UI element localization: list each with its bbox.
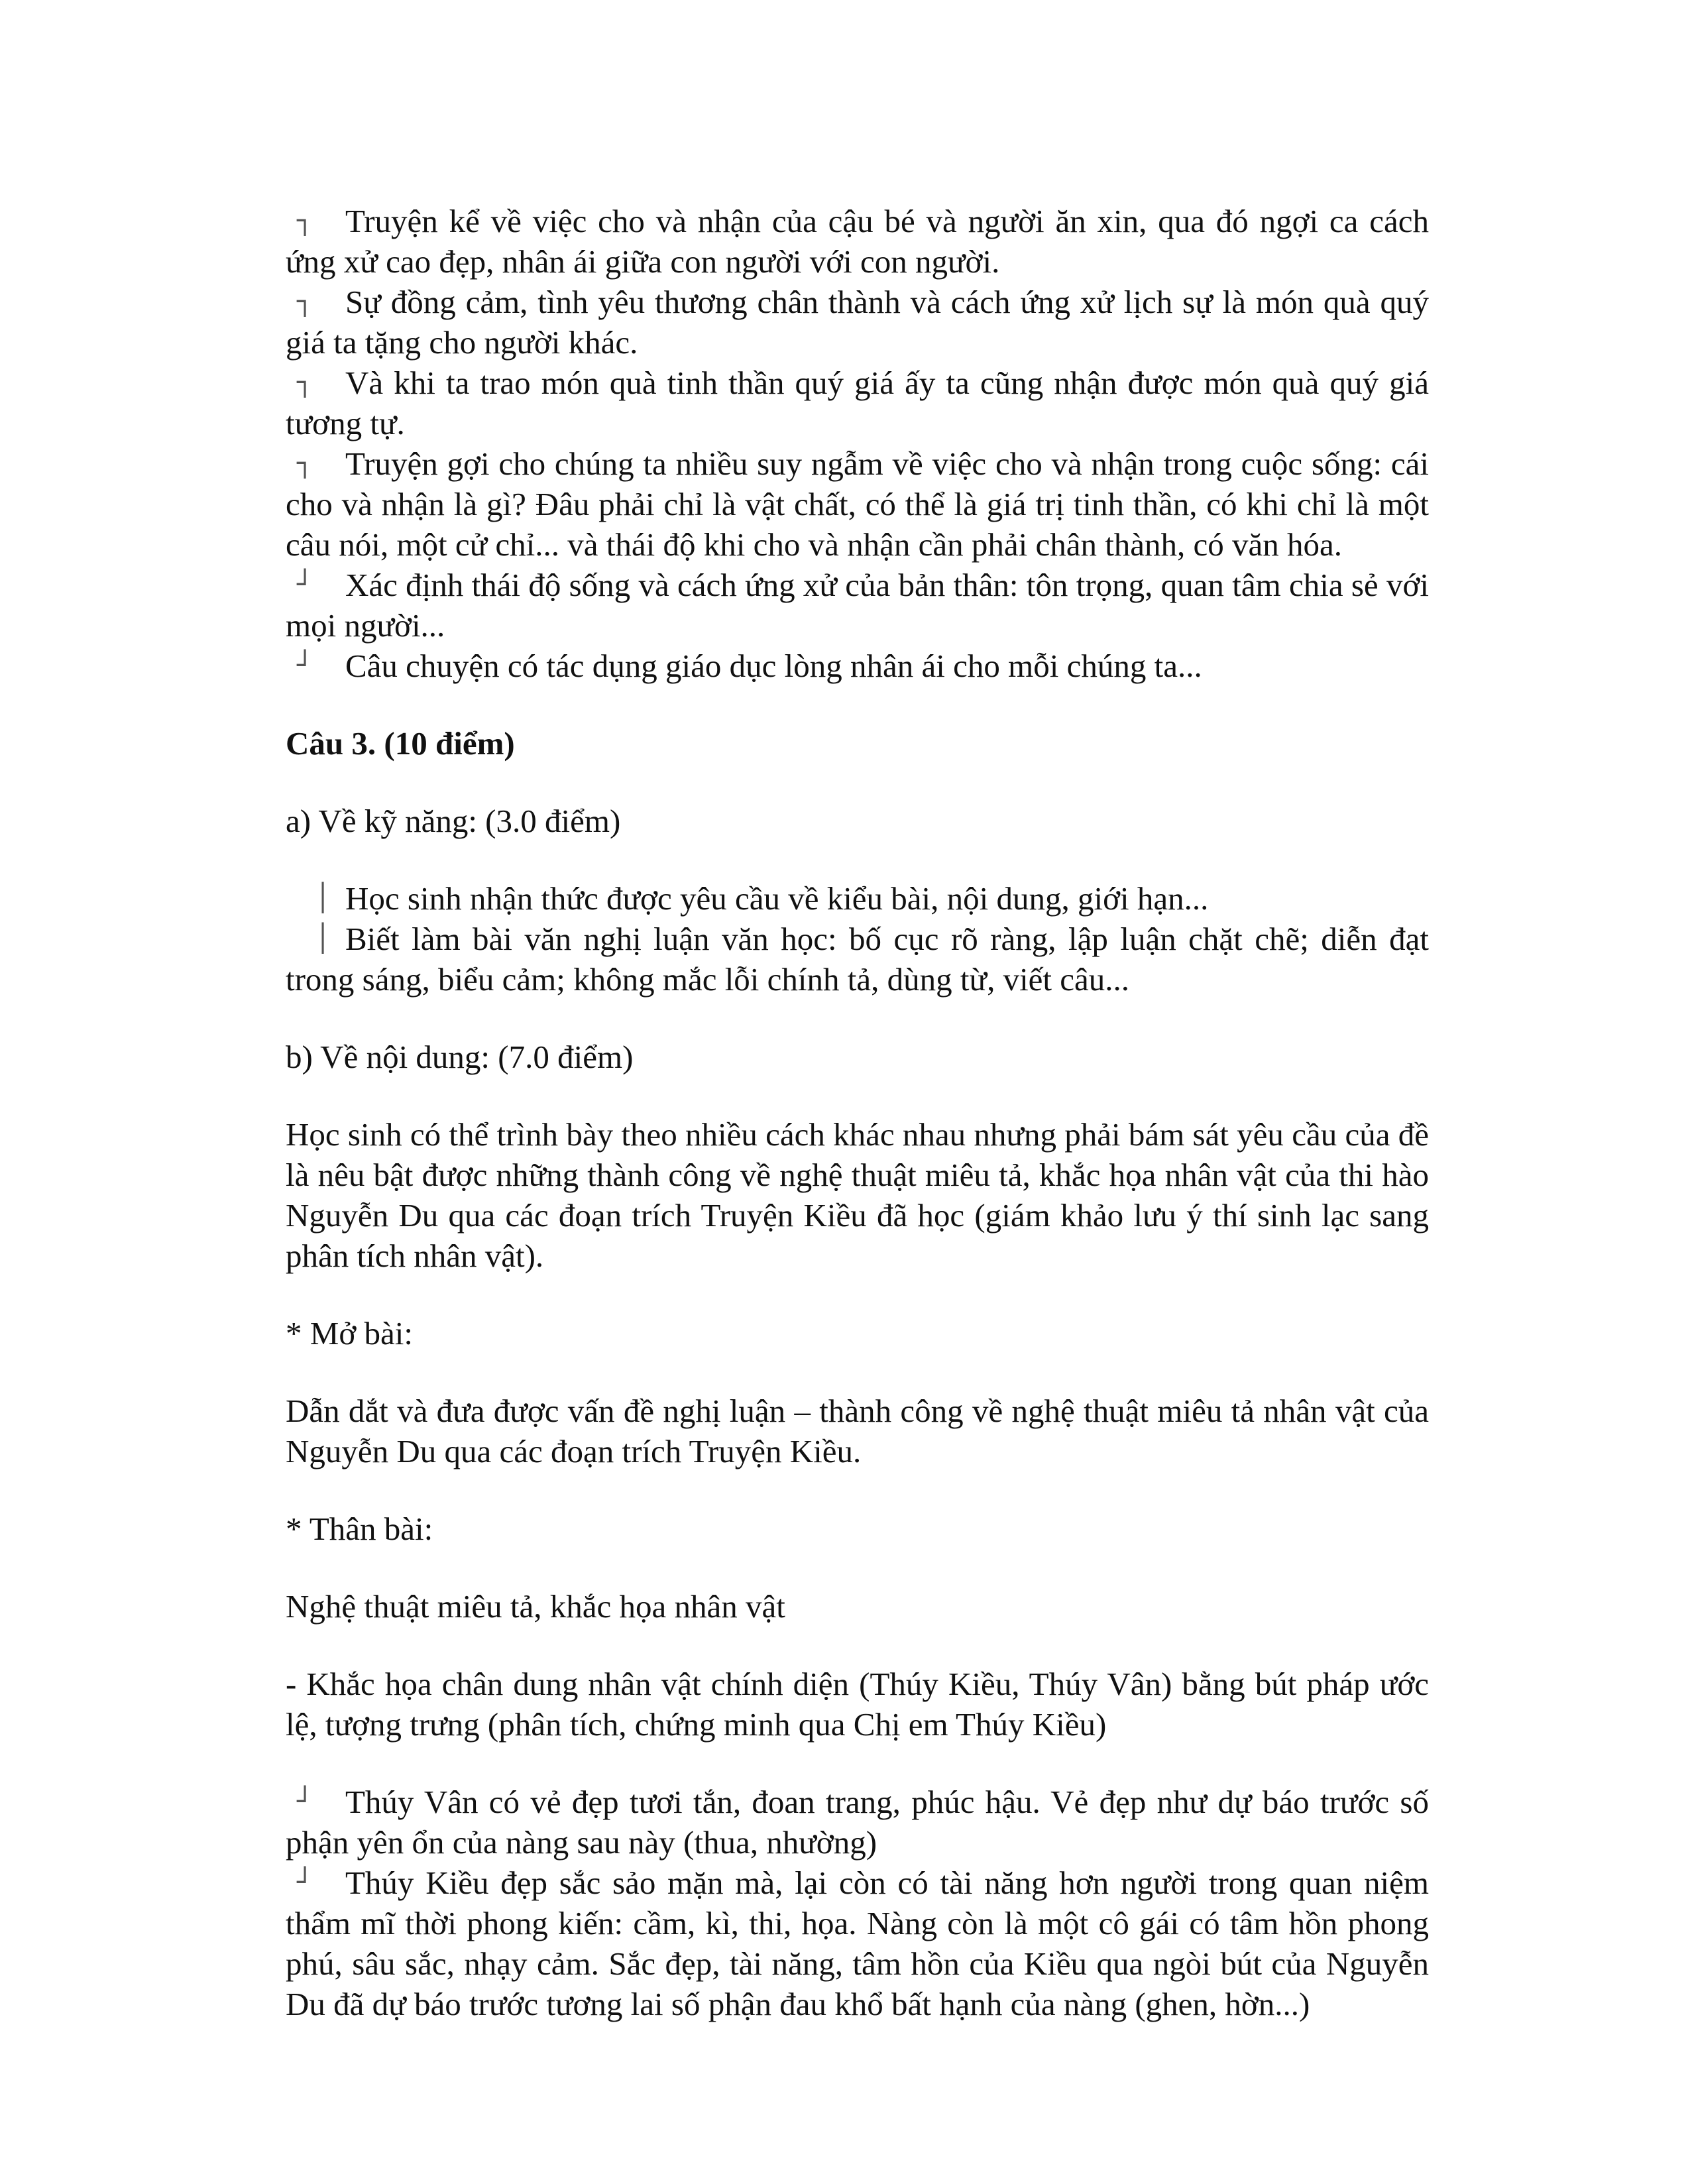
mo-bai-heading: * Mở bài: bbox=[286, 1315, 413, 1351]
bullet-paragraph bbox=[286, 646, 1429, 686]
skills-heading: a) Về kỹ năng: (3.0 điểm) bbox=[286, 803, 621, 839]
content-intro: Học sinh có thể trình bày theo nhiều cách khác nhau nhưng phải bám sát yêu cầu của đề là nêu bật được những thành công về nghệ thuật miêu tả, khắc họa nhân vật của thi hào Nguyễn Du qua các đoạn trích Truyện Kiều đã học (giám khảo lưu ý thí sinh lạc sang phân tích nhân vật). bbox=[286, 1116, 1429, 1274]
content-heading: b) Về nội dung: (7.0 điểm) bbox=[286, 1039, 634, 1075]
bullet-text: Thúy Vân có vẻ đẹp tươi tắn, đoan trang, phúc hậu. Vẻ đẹp như dự báo trước số phận yên ổn của nàng sau này (thua, nhường) bbox=[286, 1784, 1429, 1861]
bullet-text: Và khi ta trao món quà tinh thần quý giá ấy ta cũng nhận được món quà quý giá tương tự. bbox=[286, 365, 1429, 441]
bullet-icon: ┐ bbox=[297, 448, 313, 479]
bullet-paragraph bbox=[286, 878, 1429, 919]
bullet-icon: ┘ bbox=[297, 1867, 313, 1898]
bullet-icon: ┘ bbox=[297, 1786, 313, 1817]
bullet-text: Thúy Kiều đẹp sắc sảo mặn mà, lại còn có tài năng hơn người trong quan niệm thẩm mĩ thời phong kiến: cầm, kì, thi, họa. Nàng còn là một cô gái có tâm hồn phong phú, sâu sắc, nhạy cảm. Sắc đẹp, tài năng, tâm hồn của Kiều qua ngòi bút của Nguyễn Du đã dự báo trước tương lai số phận đau khổ bất hạnh của nàng (ghen, hờn...) bbox=[286, 1865, 1429, 2022]
bullet-text: Truyện kể về việc cho và nhận của cậu bé và người ăn xin, qua đó ngợi ca cách ứng xử cao đẹp, nhân ái giữa con người với con người. bbox=[286, 203, 1429, 280]
bullet-text: Biết làm bài văn nghị luận văn học: bố cục rõ ràng, lập luận chặt chẽ; diễn đạt trong sáng, biểu cảm; không mắc lỗi chính tả, dùng từ, viết câu... bbox=[286, 921, 1429, 998]
bullet-paragraph bbox=[286, 1782, 1429, 1863]
bullet-text: Học sinh nhận thức được yêu cầu về kiểu bài, nội dung, giới hạn... bbox=[345, 880, 1209, 917]
bullet-text: Sự đồng cảm, tình yêu thương chân thành và cách ứng xử lịch sự là món quà quý giá ta tặng cho người khác. bbox=[286, 284, 1429, 361]
bullet-icon: │ bbox=[315, 883, 331, 913]
than-bai-heading: * Thân bài: bbox=[286, 1511, 433, 1547]
bullet-paragraph bbox=[286, 443, 1429, 565]
bullet-icon: │ bbox=[315, 923, 331, 954]
bullet-paragraph bbox=[286, 919, 1429, 1000]
bullet-paragraph bbox=[286, 363, 1429, 443]
document-body bbox=[286, 201, 1429, 2024]
bullet-paragraph bbox=[286, 282, 1429, 363]
bullet-text: Truyện gợi cho chúng ta nhiều suy ngẫm về việc cho và nhận trong cuộc sống: cái cho và nhận là gì? Đâu phải chỉ là vật chất, có thể là giá trị tinh thần, có khi chỉ là một câu nói, một cử chỉ... và thái độ khi cho và nhận cần phải chân thành, có văn hóa. bbox=[286, 445, 1429, 563]
bullet-paragraph bbox=[286, 1863, 1429, 2024]
bullet-icon: ┐ bbox=[297, 205, 313, 236]
than-bai-subheading: Nghệ thuật miêu tả, khắc họa nhân vật bbox=[286, 1588, 785, 1625]
bullet-icon: ┘ bbox=[297, 569, 313, 600]
bullet-icon: ┘ bbox=[297, 650, 313, 681]
bullet-paragraph bbox=[286, 201, 1429, 282]
than-bai-point: - Khắc họa chân dung nhân vật chính diện (Thúy Kiều, Thúy Vân) bằng bút pháp ước lệ, tượng trưng (phân tích, chứng minh qua Chị em Thúy Kiều) bbox=[286, 1666, 1429, 1743]
bullet-text: Câu chuyện có tác dụng giáo dục lòng nhân ái cho mỗi chúng ta... bbox=[345, 648, 1202, 684]
bullet-paragraph bbox=[286, 565, 1429, 646]
bullet-icon: ┐ bbox=[297, 286, 313, 317]
bullet-text: Xác định thái độ sống và cách ứng xử của bản thân: tôn trọng, quan tâm chia sẻ với mọi người... bbox=[286, 567, 1429, 644]
question-3-heading: Câu 3. (10 điểm) bbox=[286, 725, 515, 762]
bullet-icon: ┐ bbox=[297, 367, 313, 398]
mo-bai-text: Dẫn dắt và đưa được vấn đề nghị luận – thành công về nghệ thuật miêu tả nhân vật của Nguyễn Du qua các đoạn trích Truyện Kiều. bbox=[286, 1393, 1429, 1469]
